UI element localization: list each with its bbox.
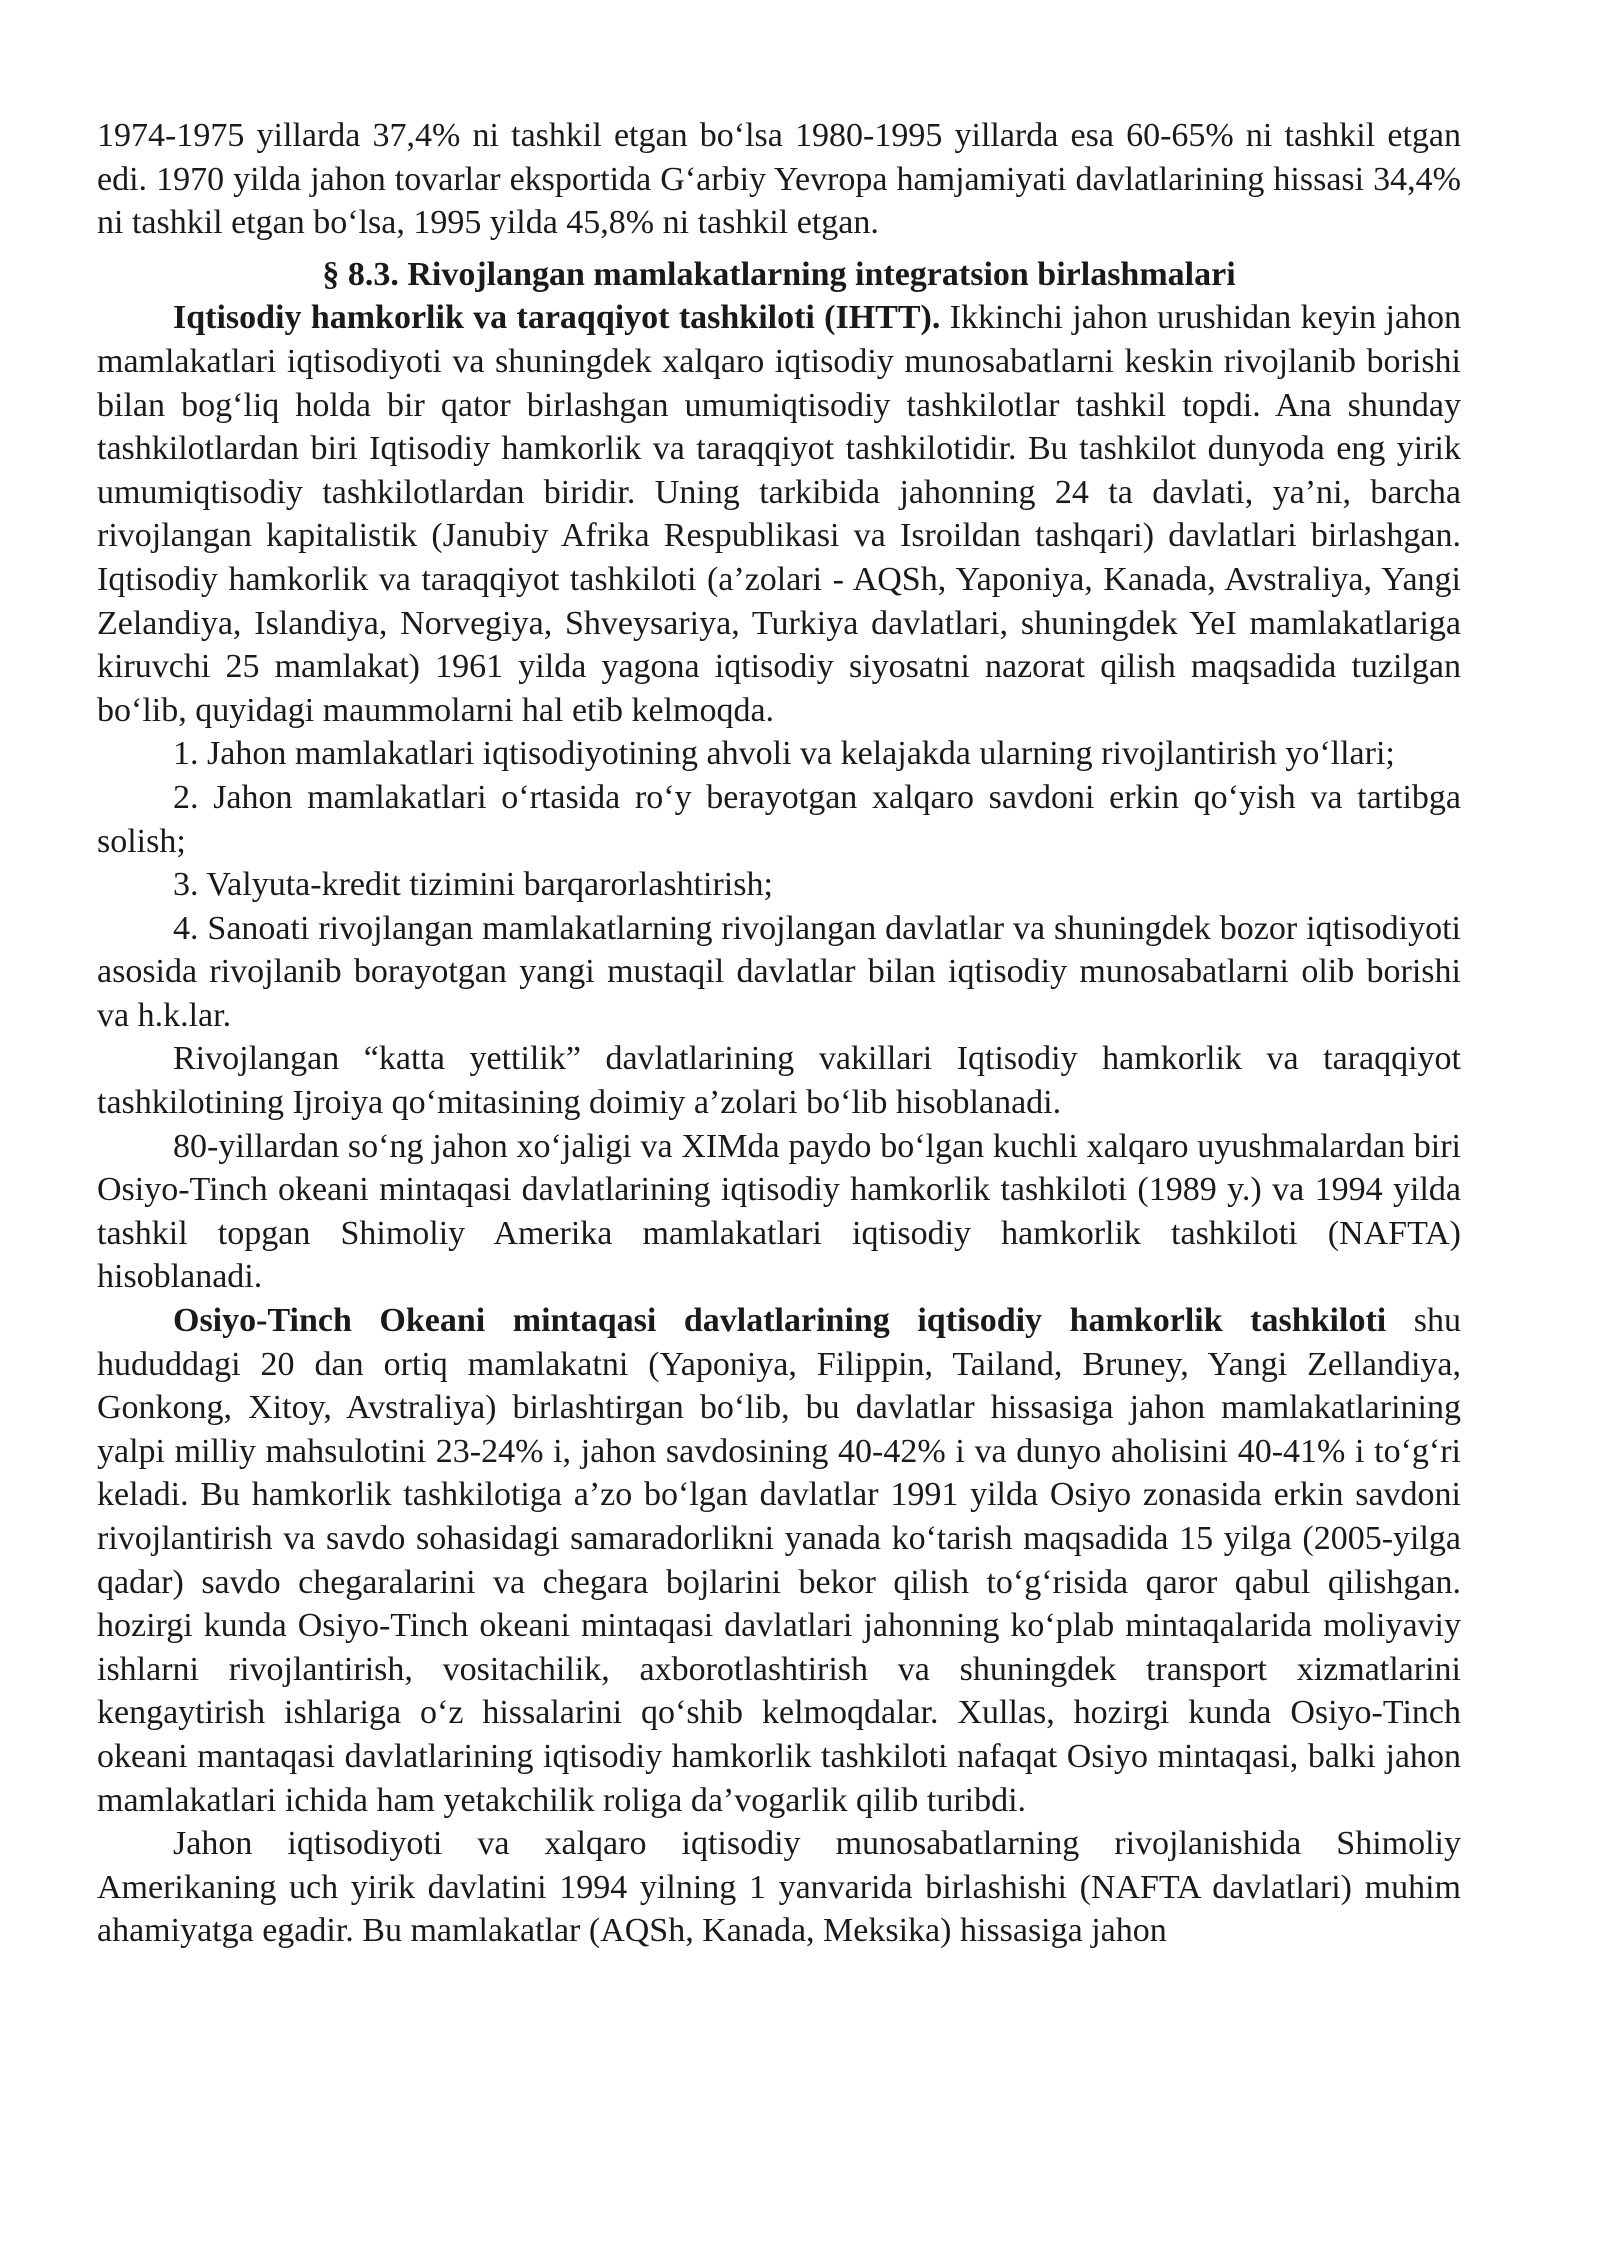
- paragraph-apec-text: shu hududdagi 20 dan ortiq mamlakatni (Yaponiya, Filippin, Tailand, Bruney, Yangi Zellandiya, Gonkong, Xitoy, Avstraliya) birlashtirgan bo‘lib, bu davlatlar hissasiga jahon mamlakatlarining yalpi milliy mahsulotini 23-24% i, jahon savdosining 40-42% i va dunyo aholisini 40-41% i to‘g‘ri keladi. Bu hamkorlik tashkilotiga a’zo bo‘lgan davlatlar 1991 yilda Osiyo zonasida erkin savdoni rivojlantirish va savdo sohasidagi samaradorlikni yanada ko‘tarish maqsadida 15 yilga (2005-yilga qadar) savdo chegaralarini va chegara bojlarini bekor qilish to‘g‘risida qaror qabul qilishgan. hozirgi kunda Osiyo-Tinch okeani mintaqasi davlatlari jahonning ko‘plab mintaqalarida moliyaviy ishlarni rivojlantirish, vositachilik, axborotlashtirish va shuningdek transport xizmatlarini kengaytirish ishlariga o‘z hissalarini qo‘shib kelmoqdalar. Xullas, hozirgi kunda Osiyo-Tinch okeani mantaqasi davlatlarining iqtisodiy hamkorlik tashkiloti nafaqat Osiyo mintaqasi, balki jahon mamlakatlari ichida ham yetakchilik roliga da’vogarlik qilib turibdi.: [97, 1302, 1461, 1819]
- paragraph-apec: [97, 1299, 1461, 1822]
- section-heading: § 8.3. Rivojlangan mamlakatlarning integratsion birlashmalari: [322, 255, 1236, 293]
- paragraph-ihtt: [97, 296, 1461, 732]
- paragraph-eighties: 80-yillardan so‘ng jahon xo‘jaligi va XIMda paydo bo‘lgan kuchli xalqaro uyushmalardan biri Osiyo-Tinch okeani mintaqasi davlatlarining iqtisodiy hamkorlik tashkiloti (1989 y.) va 1994 yilda tashkil topgan Shimoliy Amerika mamlakatlari iqtisodiy hamkorlik tashkiloti (NAFTA) hisoblanadi.: [97, 1127, 1461, 1296]
- document-page: [97, 114, 1461, 1953]
- list-item-3: 3. Valyuta-kredit tizimini barqarorlashtirish;: [173, 866, 773, 904]
- list-item-4: 4. Sanoati rivojlangan mamlakatlarning rivojlangan davlatlar va shuningdek bozor iqtisodiyoti asosida rivojlanib borayotgan yangi mustaqil davlatlar bilan iqtisodiy munosabatlarni olib borishi va h.k.lar.: [97, 909, 1461, 1034]
- paragraph-ihtt-text: Ikkinchi jahon urushidan keyin jahon mamlakatlari iqtisodiyoti va shuningdek xalqaro iqtisodiy munosabatlarni keskin rivojlanib borishi bilan bog‘liq holda bir qator birlashgan umumiqtisodiy tashkilotlar tashkil topdi. Ana shunday tashkilotlardan biri Iqtisodiy hamkorlik va taraqqiyot tashkilotidir. Bu tashkilot dunyoda eng yirik umumiqtisodiy tashkilotlardan biridir. Uning tarkibida jahonning 24 ta davlati, ya’ni, barcha rivojlangan kapitalistik (Janubiy Afrika Respublikasi va Isroildan tashqari) davlatlari birlashgan. Iqtisodiy hamkorlik va taraqqiyot tashkiloti (a’zolari - AQSh, Yaponiya, Kanada, Avstraliya, Yangi Zelandiya, Islandiya, Norvegiya, Shveysariya, Turkiya davlatlari, shuningdek YeI mamlakatlariga kiruvchi 25 mamlakat) 1961 yilda yagona iqtisodiy siyosatni nazorat qilish maqsadida tuzilgan bo‘lib, quyidagi maummolarni hal etib kelmoqda.: [97, 299, 1461, 729]
- paragraph-big-seven: Rivojlangan “katta yettilik” davlatlarining vakillari Iqtisodiy hamkorlik va taraqqiyot tashkilotining Ijroiya qo‘mitasining doimiy a’zolari bo‘lib hisoblanadi.: [97, 1040, 1461, 1122]
- paragraph-intro: 1974-1975 yillarda 37,4% ni tashkil etgan bo‘lsa 1980-1995 yillarda esa 60-65% ni tashkil etgan edi. 1970 yilda jahon tovarlar eksportida G‘arbiy Yevropa hamjamiyati davlatlarining hissasi 34,4% ni tashkil etgan bo‘lsa, 1995 yilda 45,8% ni tashkil etgan.: [97, 117, 1461, 242]
- paragraph-apec-title: Osiyo-Tinch Okeani mintaqasi davlatlarining iqtisodiy hamkorlik tashkiloti: [173, 1302, 1387, 1340]
- list-item-2: 2. Jahon mamlakatlari o‘rtasida ro‘y berayotgan xalqaro savdoni erkin qo‘yish va tartibga solish;: [97, 778, 1461, 860]
- paragraph-nafta: Jahon iqtisodiyoti va xalqaro iqtisodiy munosabatlarning rivojlanishida Shimoliy Amerikaning uch yirik davlatini 1994 yilning 1 yanvarida birlashishi (NAFTA davlatlari) muhim ahamiyatga egadir. Bu mamlakatlar (AQSh, Kanada, Meksika) hissasiga jahon: [97, 1825, 1461, 1950]
- list-item-1: 1. Jahon mamlakatlari iqtisodiyotining ahvoli va kelajakda ularning rivojlantirish yo‘llari;: [173, 735, 1395, 773]
- paragraph-ihtt-title: Iqtisodiy hamkorlik va taraqqiyot tashkiloti (IHTT).: [173, 299, 941, 337]
